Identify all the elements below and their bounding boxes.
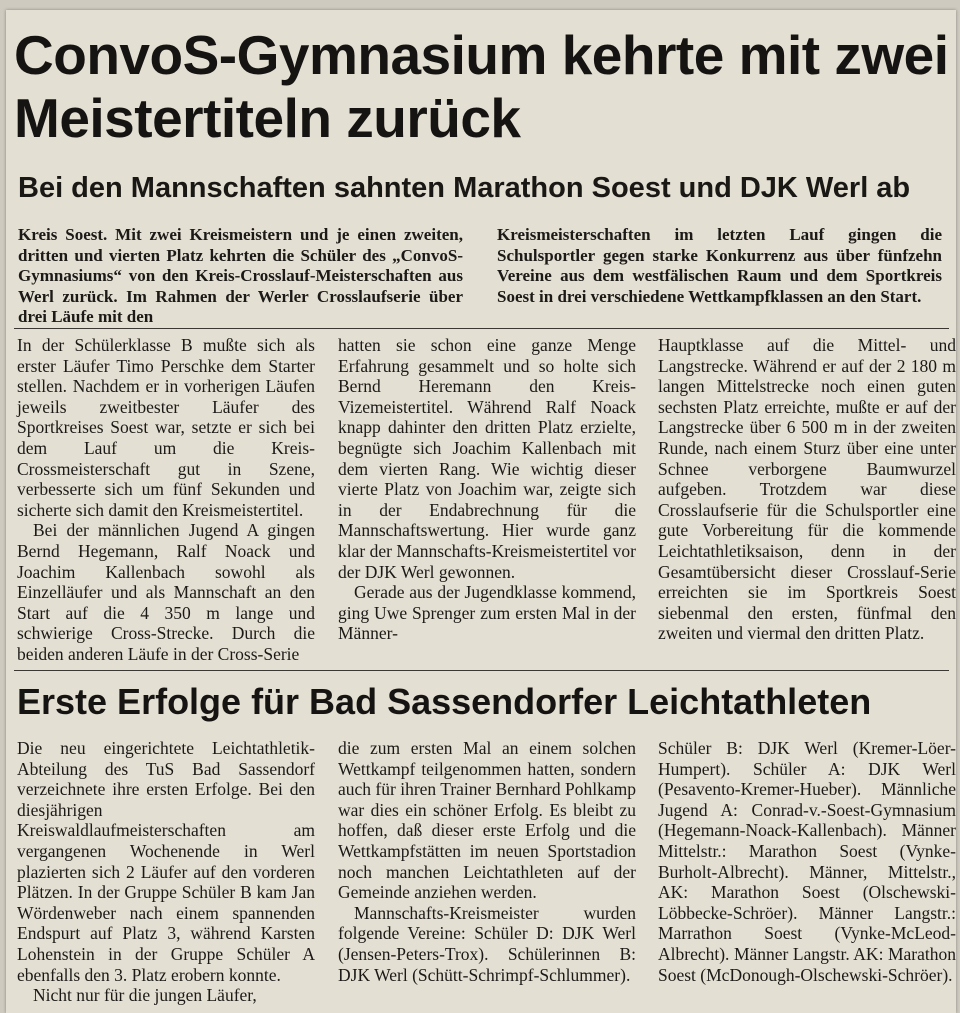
lead-paragraph-left: Kreis Soest. Mit zwei Kreismeistern und je einen zweiten, dritten und vierten Platz kehrten die Schüler des „ConvoS-Gymnasiums“ von den Kreis-Crosslauf-Meisterschaften aus Werl zurück. Im Rahmen der Werler Crosslaufserie über drei Läufe mit den	[18, 225, 463, 326]
article1-column-2	[338, 335, 636, 644]
body-paragraph: die zum ersten Mal an einem solchen Wettkampf teilgenommen hatten, sondern auch für ihren Trainer Bernhard Pohlkamp war dies ein schöner Erfolg. Es bleibt zu hoffen, daß dieser erste Erfolg und die Wettkampfstätten im neuen Sportstadion noch manchen Leichtathleten auf der Gemeinde anziehen werden.	[338, 738, 636, 903]
body-paragraph: Mannschafts-Kreismeister wurden folgende Vereine: Schüler D: DJK Werl (Jensen-Peters-Trox). Schülerinnen B: DJK Werl (Schütt-Schrimpf-Schlummer).	[338, 902, 636, 985]
lead-paragraph-right: Kreismeisterschaften im letzten Lauf gingen die Schulsportler gegen starke Konkurrenz aus über fünfzehn Vereine aus dem westfälischen Raum und dem Sportkreis Soest in drei verschiedene Wettkampfklassen an den Start.	[497, 225, 942, 306]
divider	[14, 670, 949, 671]
article2-headline: Erste Erfolge für Bad Sassendorfer Leichtathleten	[17, 681, 872, 722]
divider	[14, 328, 949, 329]
body-paragraph: Hauptklasse auf die Mittel- und Langstrecke. Während er auf der 2 180 m langen Mittelstrecke noch einen guten sechsten Platz erreichte, mußte er auf der Langstrecke über 6 500 m in der zweiten Runde, nach einem Sturz über eine unter Schnee verborgene Baumwurzel aufgeben. Trotzdem war diese Crosslaufserie für die Schulsportler eine gute Vorbereitung für die kommende Leichtathletiksaison, denn in der Gesamtübersicht dieser Crosslauf-Serie erreichten sie im Sportkreis Soest siebenmal den ersten, fünfmal den zweiten und viermal den dritten Platz.	[658, 335, 956, 644]
body-paragraph: Bei der männlichen Jugend A gingen Bernd Hegemann, Ralf Noack und Joachim Kallenbach sowohl als Einzelläufer und als Mannschaft an den Start auf die 4 350 m lange und schwierige Cross-Strecke. Durch die beiden anderen Läufe in der Cross-Serie	[17, 520, 315, 664]
body-paragraph: Die neu eingerichtete Leichtathletik-Abteilung des TuS Bad Sassendorf verzeichnete ihre ersten Erfolge. Bei den diesjährigen Kreiswaldlaufmeisterschaften am vergangenen Wochenende in Werl plazierten sich 2 Läufer auf den vorderen Plätzen. In der Gruppe Schüler B kam Jan Wördenweber nach einem spannenden Endspurt auf Platz 3, während Karsten Lohenstein in der Gruppe Schüler A ebenfalls den 3. Platz erobern konnte.	[17, 738, 315, 985]
article2-column-1	[17, 738, 315, 1006]
body-paragraph: Schüler B: DJK Werl (Kremer-Löer-Humpert). Schüler A: DJK Werl (Pesavento-Kremer-Hueber). Männliche Jugend A: Conrad-v.-Soest-Gymnasium (Hegemann-Noack-Kallenbach). Männer Mittelstr.: Marathon Soest (Vynke-Burholt-Albrecht). Männer, Mittelstr., AK: Marathon Soest (Olschewski-Löbbecke-Schröer). Männer Langstr.: Marrathon Soest (Vynke-McLeod-Albrecht). Männer Langstr. AK: Marathon Soest (McDonough-Olschewski-Schröer).	[658, 738, 956, 985]
body-paragraph: hatten sie schon eine ganze Menge Erfahrung gesammelt und so holte sich Bernd Heremann den Kreis-Vizemeistertitel. Während Ralf Noack knapp dahinter den dritten Platz erzielte, begnügte sich Joachim Kallenbach mit dem vierten Rang. Wie wichtig dieser vierte Platz von Joachim war, zeigte sich in der Endabrechnung für die Mannschaftswertung. Hier wurde ganz klar der Mannschafts-Kreismeistertitel vor der DJK Werl gewonnen.	[338, 335, 636, 582]
body-paragraph: In der Schülerklasse B mußte sich als erster Läufer Timo Perschke dem Starter stellen. Nachdem er in vorherigen Läufen jeweils zweitbester Läufer des Sportkreises Soest war, setzte er sich bei dem Lauf um die Kreis-Crossmeisterschaft gut in Szene, verbesserte sich um fünf Sekunden und sicherte sich damit den Kreismeistertitel.	[17, 335, 315, 520]
article1-column-1	[17, 335, 315, 665]
article-headline: ConvoS-Gymnasium kehrte mit zwei Meistertiteln zurück	[14, 24, 949, 149]
article1-column-3	[658, 335, 956, 644]
body-paragraph: Gerade aus der Jugendklasse kommend, ging Uwe Sprenger zum ersten Mal in der Männer-	[338, 582, 636, 644]
article2-column-3	[658, 738, 956, 985]
body-paragraph: Nicht nur für die jungen Läufer,	[33, 985, 257, 1006]
article2-column-2	[338, 738, 636, 985]
article-subheadline: Bei den Mannschaften sahnten Marathon Soest und DJK Werl ab	[18, 172, 911, 204]
